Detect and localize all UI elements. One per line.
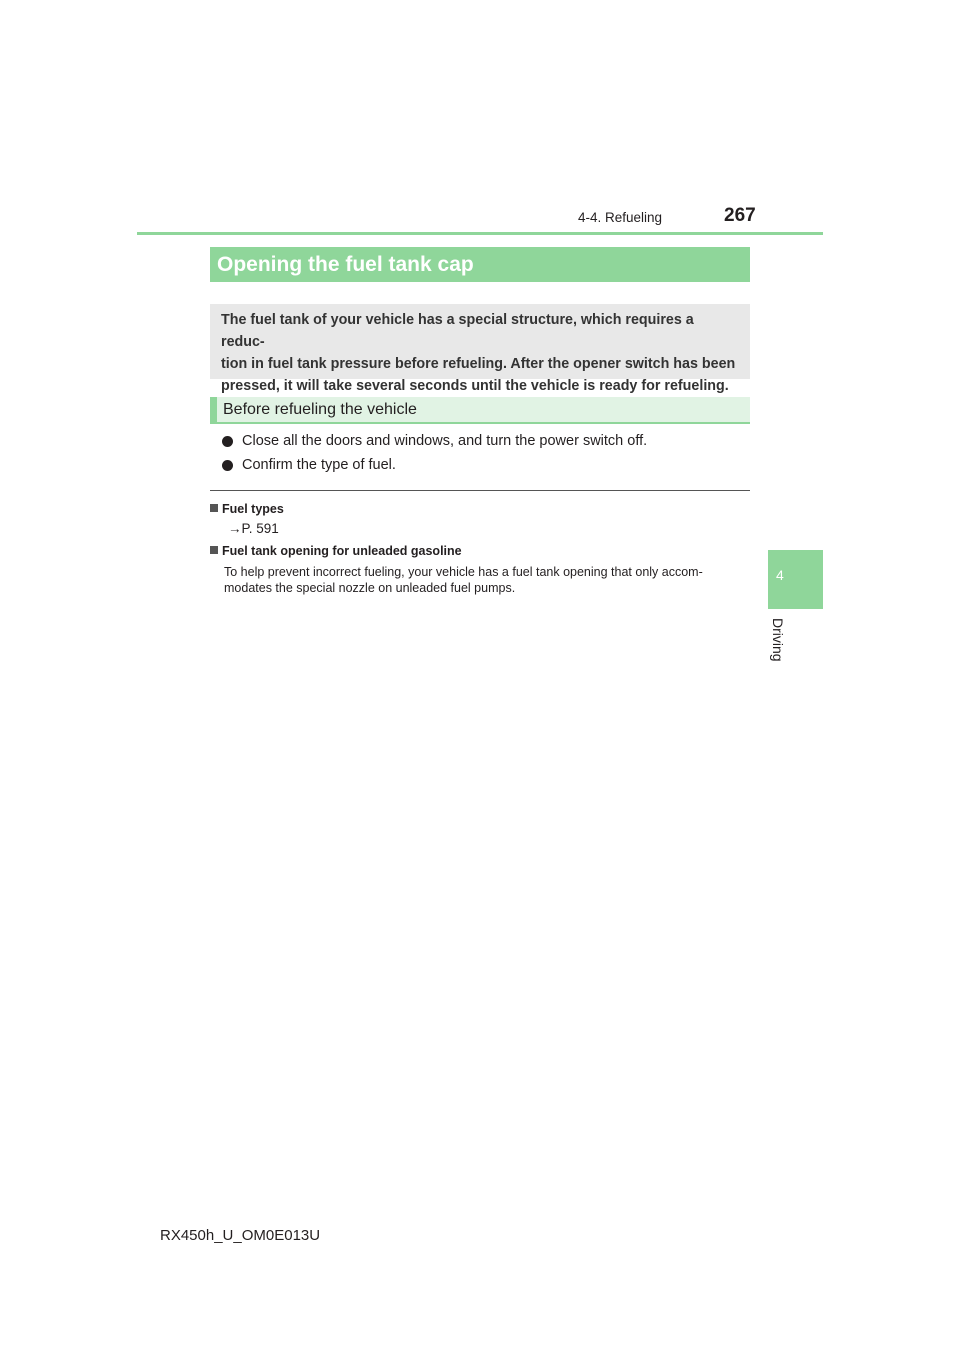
note-reference: →P. 591: [228, 521, 279, 536]
note-line: To help prevent incorrect fueling, your vehicle has a fuel tank opening that only accom-: [224, 565, 703, 579]
chapter-tab: [768, 550, 823, 609]
running-header: [578, 205, 763, 231]
intro-line: tion in fuel tank pressure before refueling. After the opener switch has been: [221, 356, 736, 372]
note-line: modates the special nozzle on unleaded fuel pumps.: [224, 581, 516, 595]
intro-box: [210, 304, 750, 394]
square-bullet-icon: [210, 546, 218, 554]
notes-divider: [210, 490, 750, 491]
header-section: 4-4. Refueling: [578, 210, 663, 225]
note-fuel-types: [210, 500, 750, 537]
intro-line: The fuel tank of your vehicle has a special structure, which requires a reduc-: [221, 312, 694, 350]
document-code: RX450h_U_OM0E013U: [160, 1227, 321, 1244]
bullet-icon: [222, 436, 233, 447]
page-number: 267: [724, 205, 756, 226]
list-item: [222, 430, 742, 454]
note-body: [210, 521, 750, 537]
header-rule: [137, 232, 823, 235]
subheading: Before refueling the vehicle: [210, 397, 750, 424]
chapter-label: Driving: [770, 618, 786, 662]
list-item: [222, 454, 742, 478]
note-fuel-tank-opening: [210, 542, 750, 596]
bullet-text: Confirm the type of fuel.: [242, 456, 396, 473]
chapter-number: 4: [776, 567, 784, 583]
bullet-list: [222, 430, 742, 477]
bullet-text: Close all the doors and windows, and turn the power switch off.: [242, 433, 648, 449]
intro-line: pressed, it will take several seconds until the vehicle is ready for refueling.: [221, 378, 729, 394]
section-title: Opening the fuel tank cap: [210, 247, 750, 282]
note-title: Fuel tank opening for unleaded gasoline: [222, 544, 462, 558]
bullet-icon: [222, 460, 233, 471]
note-title: Fuel types: [222, 502, 284, 516]
note-body: [210, 564, 750, 596]
square-bullet-icon: [210, 504, 218, 512]
